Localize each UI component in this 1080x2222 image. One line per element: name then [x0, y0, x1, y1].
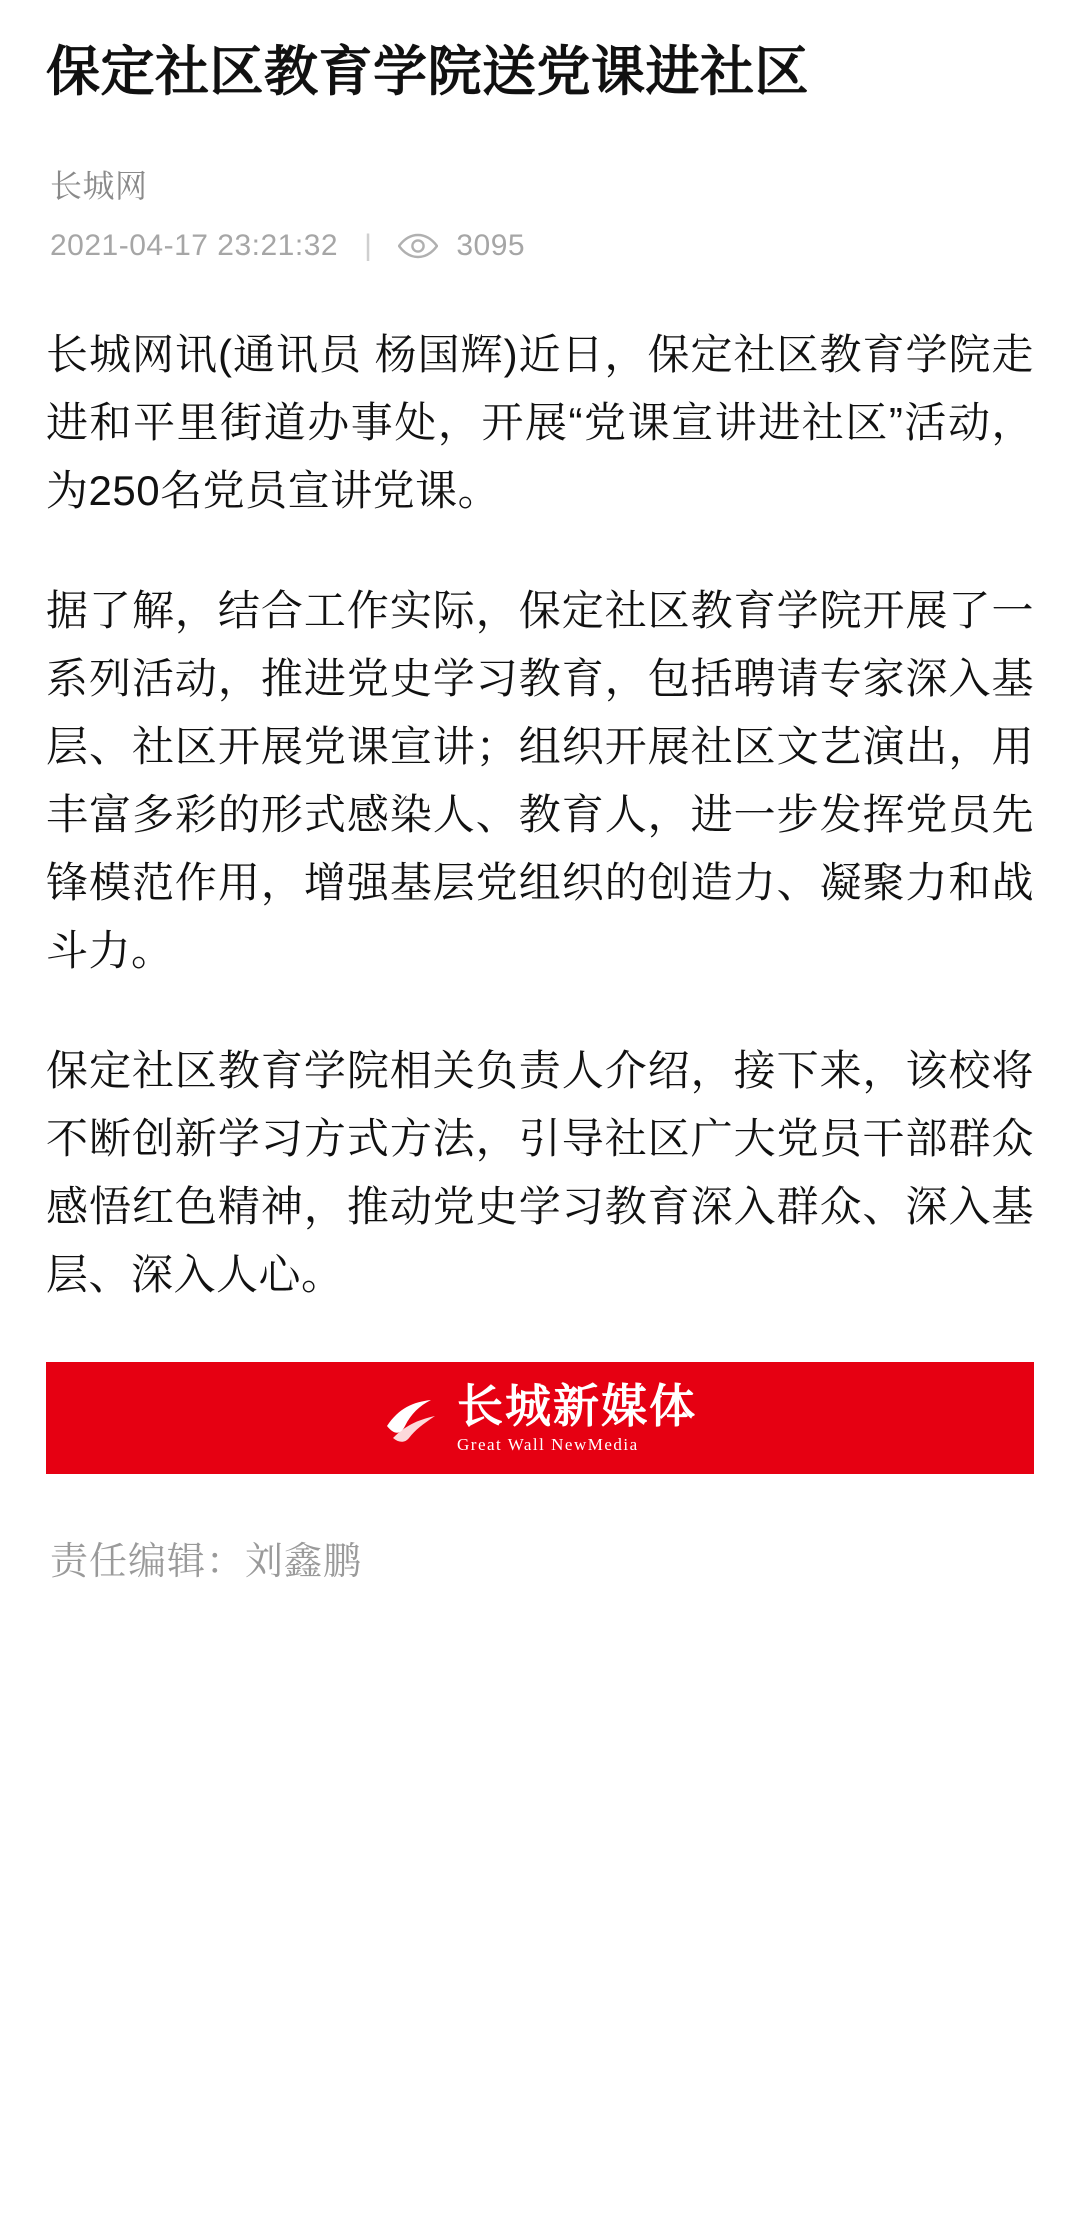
banner-main-text: 长城新媒体 [457, 1378, 697, 1433]
wave-mark-icon [383, 1386, 447, 1450]
great-wall-newmedia-logo [383, 1378, 697, 1454]
publish-date: 2021-04-17 23:21:32 [50, 229, 339, 263]
article-meta [50, 229, 1034, 263]
article-paragraph: 保定社区教育学院相关负责人介绍，接下来，该校将不断创新学习方式方法，引导社区广大党员干部群众感悟红色精神，推动党史学习教育深入群众、深入基层、深入人心。 [46, 1047, 1034, 1299]
article-body [46, 321, 1034, 1309]
article-paragraph: 据了解，结合工作实际，保定社区教育学院开展了一系列活动，推进党史学习教育，包括聘请专家深入基层、社区开展党课宣讲；组织开展社区文艺演出，用丰富多彩的形式感染人、教育人，进一步发挥党员先锋模范作用，增强基层党组织的创造力、凝聚力和战斗力。 [46, 587, 1034, 975]
view-count: 3095 [456, 229, 526, 263]
banner-sub-text: Great Wall NewMedia [457, 1434, 639, 1454]
editor-credit: 责任编辑：刘鑫鹏 [50, 1540, 363, 1583]
article-source: 长城网 [50, 168, 148, 205]
article-paragraph: 长城网讯(通讯员 杨国辉)近日，保定社区教育学院走进和平里街道办事处，开展“党课宣讲进社区”活动，为250名党员宣讲党课。 [46, 331, 1034, 515]
eye-icon [398, 233, 438, 259]
banner-wordmark [457, 1378, 697, 1454]
page-title: 保定社区教育学院送党课进社区 [46, 42, 809, 102]
brand-banner [46, 1362, 1034, 1474]
meta-separator: | [364, 229, 373, 263]
